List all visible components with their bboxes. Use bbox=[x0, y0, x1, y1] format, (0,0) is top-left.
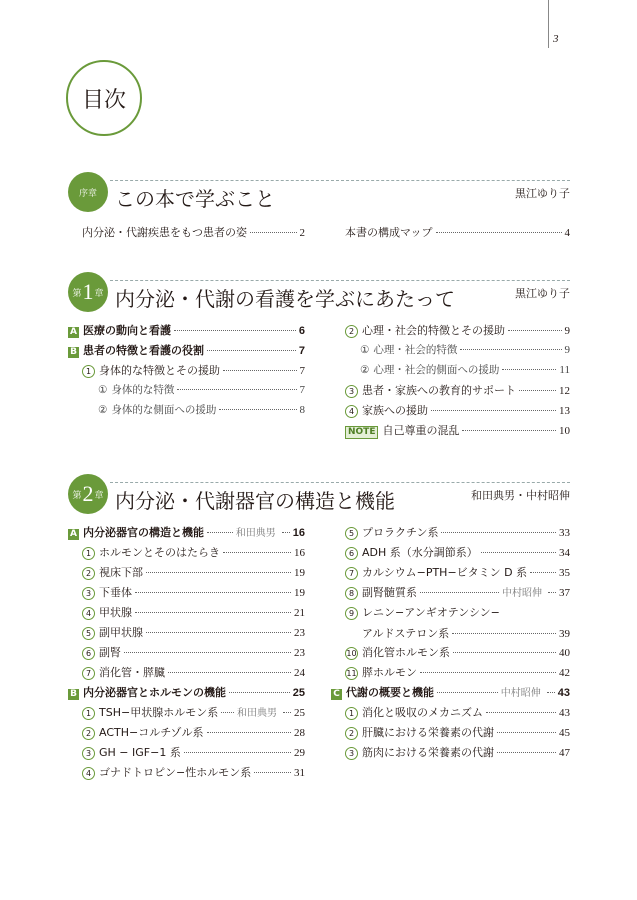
entry-title: 内分泌・代謝疾患をもつ患者の姿 bbox=[82, 226, 247, 239]
circled-number-icon: 8 bbox=[345, 587, 358, 600]
page-ref: 37 bbox=[559, 587, 570, 599]
circled-number-icon: 2 bbox=[345, 325, 358, 338]
dot-leader bbox=[207, 732, 291, 733]
entry-title: カルシウム−PTH−ビタミン D 系 bbox=[362, 566, 528, 579]
entry-author: 和田典男 bbox=[237, 708, 277, 719]
entry-title: 代謝の概要と機能 bbox=[346, 686, 434, 699]
circled-number-icon: 7 bbox=[82, 667, 95, 680]
entry-title: 身体的な特徴 bbox=[111, 384, 175, 396]
entry-title: レニン−アンギオテンシン− bbox=[362, 606, 500, 619]
dot-leader bbox=[437, 692, 498, 693]
toc-entry[interactable] bbox=[82, 744, 305, 764]
badge-prefix: 序章 bbox=[78, 188, 97, 199]
toc-entry[interactable] bbox=[345, 564, 570, 584]
circled-number-icon: 2 bbox=[345, 727, 358, 740]
dot-leader bbox=[219, 409, 296, 410]
toc-entry[interactable] bbox=[345, 382, 570, 402]
circled-number-icon: 6 bbox=[82, 647, 95, 660]
toc-entry[interactable] bbox=[345, 744, 570, 764]
toc-entry[interactable] bbox=[82, 764, 305, 784]
toc-column-right bbox=[333, 524, 570, 764]
chapter-heading bbox=[68, 172, 570, 212]
dot-leader bbox=[177, 389, 296, 390]
entry-title: 患者・家族への教育的サポート bbox=[362, 384, 516, 397]
chapter-badge bbox=[68, 272, 108, 312]
entry-author: 和田典男 bbox=[235, 528, 276, 539]
circled-number-icon: 3 bbox=[345, 747, 358, 760]
circled-number-icon: 5 bbox=[82, 627, 95, 640]
page-ref: 43 bbox=[559, 707, 570, 719]
badge-number: 1 bbox=[82, 279, 94, 304]
dashed-rule bbox=[110, 180, 570, 181]
chapter-title[interactable]: 内分泌・代謝器官の構造と機能 bbox=[115, 489, 395, 513]
entry-title: 身体的な特徴とその援助 bbox=[99, 364, 220, 377]
page-ref: 29 bbox=[294, 747, 305, 759]
page-ref: 31 bbox=[294, 767, 305, 779]
toc-entry[interactable] bbox=[82, 664, 305, 684]
entry-title: 内分泌器官の構造と機能 bbox=[83, 526, 204, 539]
dot-leader bbox=[548, 592, 556, 593]
entry-title: ゴナドトロピン−性ホルモン系 bbox=[99, 766, 252, 779]
entry-author: 中村昭伸 bbox=[502, 588, 542, 599]
dot-leader bbox=[530, 572, 556, 573]
chapter-author: 黒江ゆり子 bbox=[515, 287, 570, 300]
toc-entry[interactable] bbox=[82, 704, 305, 724]
circled-number-icon: 2 bbox=[82, 727, 95, 740]
dot-leader bbox=[497, 752, 556, 753]
entry-title: プロラクチン系 bbox=[362, 526, 439, 539]
entry-title: ホルモンとそのはたらき bbox=[99, 546, 220, 559]
toc-column-left bbox=[82, 224, 305, 244]
toc-entry[interactable] bbox=[82, 362, 305, 382]
dot-leader bbox=[254, 772, 291, 773]
dot-leader bbox=[283, 712, 291, 713]
toc-column-left bbox=[68, 322, 305, 422]
toc-entry[interactable] bbox=[82, 624, 305, 644]
entry-title: TSH−甲状腺ホルモン系 bbox=[99, 706, 219, 719]
dot-leader bbox=[547, 692, 555, 693]
entry-title: 下垂体 bbox=[99, 586, 132, 599]
dot-leader bbox=[184, 752, 291, 753]
page-ref: 43 bbox=[557, 687, 570, 699]
toc-entry[interactable] bbox=[360, 342, 570, 362]
dashed-rule bbox=[110, 280, 570, 281]
circled-number-icon: 3 bbox=[345, 385, 358, 398]
dot-leader bbox=[431, 410, 556, 411]
page-ref: 19 bbox=[294, 587, 305, 599]
toc-entry[interactable] bbox=[82, 724, 305, 744]
toc-entry[interactable] bbox=[82, 544, 305, 564]
page-ref: 12 bbox=[559, 385, 570, 397]
entry-title: 心理・社会的特徴 bbox=[373, 344, 458, 356]
section-letter-icon: A bbox=[68, 327, 79, 338]
entry-title: GH − IGF−1 系 bbox=[99, 746, 181, 759]
circled-number-icon: 5 bbox=[345, 527, 358, 540]
circled-number-icon: 7 bbox=[345, 567, 358, 580]
circled-number-icon: 9 bbox=[345, 607, 358, 620]
dot-leader bbox=[146, 632, 291, 633]
page-ref: 9 bbox=[564, 344, 570, 356]
dot-leader bbox=[486, 712, 556, 713]
entry-author: 中村昭伸 bbox=[500, 688, 541, 699]
badge-suffix: 章 bbox=[94, 490, 104, 501]
entry-title: 自己尊重の混乱 bbox=[382, 424, 460, 437]
toc-entry[interactable] bbox=[345, 584, 570, 604]
page-ref: 25 bbox=[294, 707, 305, 719]
page-ref: 19 bbox=[294, 567, 305, 579]
toc-entry[interactable] bbox=[82, 604, 305, 624]
dot-leader bbox=[250, 232, 297, 233]
circled-number-icon: 4 bbox=[82, 607, 95, 620]
sub-number: ② bbox=[98, 404, 108, 416]
page-ref: 47 bbox=[559, 747, 570, 759]
dot-leader bbox=[460, 349, 561, 350]
entry-title: ADH 系（水分調節系） bbox=[362, 546, 478, 559]
page-ref: 7 bbox=[299, 384, 305, 396]
dot-leader bbox=[221, 712, 234, 713]
dot-leader bbox=[420, 672, 556, 673]
circled-number-icon: 3 bbox=[82, 747, 95, 760]
toc-entry[interactable] bbox=[345, 224, 570, 244]
toc-entry[interactable] bbox=[345, 544, 570, 564]
badge-prefix: 第 bbox=[72, 490, 82, 501]
chapter-heading bbox=[68, 474, 570, 514]
page-ref: 10 bbox=[559, 425, 570, 437]
toc-entry[interactable] bbox=[360, 362, 570, 382]
dot-leader bbox=[441, 532, 556, 533]
toc-column-right bbox=[345, 322, 570, 442]
dot-leader bbox=[502, 369, 556, 370]
toc-entry[interactable] bbox=[68, 322, 305, 342]
entry-title: 家族への援助 bbox=[362, 404, 428, 417]
circled-number-icon: 3 bbox=[82, 587, 95, 600]
page-ref: 7 bbox=[299, 365, 305, 377]
dot-leader bbox=[462, 430, 556, 431]
toc-entry[interactable] bbox=[345, 704, 570, 724]
toc-entry[interactable] bbox=[345, 624, 570, 644]
section-letter-icon: B bbox=[68, 689, 79, 700]
sub-number: ① bbox=[360, 344, 370, 356]
page-ref: 42 bbox=[559, 667, 570, 679]
entry-title: 医療の動向と看護 bbox=[83, 324, 171, 337]
chapter-heading bbox=[68, 272, 570, 312]
entry-title: 内分泌器官とホルモンの機能 bbox=[83, 686, 226, 699]
margin-rule bbox=[548, 0, 549, 48]
entry-title: 甲状腺 bbox=[99, 606, 132, 619]
entry-title: 消化管・膵臓 bbox=[99, 666, 165, 679]
toc-entry[interactable] bbox=[345, 724, 570, 744]
page-ref: 25 bbox=[292, 687, 305, 699]
page-ref: 24 bbox=[294, 667, 305, 679]
toc-column-right bbox=[345, 224, 570, 244]
entry-title: 本書の構成マップ bbox=[345, 226, 433, 239]
toc-entry[interactable] bbox=[68, 342, 305, 362]
circled-number-icon: 1 bbox=[82, 547, 95, 560]
section-letter-icon: C bbox=[331, 689, 342, 700]
dot-leader bbox=[282, 532, 290, 533]
entry-title: アルドステロン系 bbox=[362, 627, 450, 640]
circled-number-icon: 2 bbox=[82, 567, 95, 580]
page-number: 3 bbox=[553, 33, 559, 45]
toc-entry[interactable] bbox=[345, 664, 570, 684]
dot-leader bbox=[229, 692, 290, 693]
chapter-title[interactable]: この本で学ぶこと bbox=[115, 187, 275, 211]
entry-title: 肝臓における栄養素の代謝 bbox=[362, 726, 494, 739]
dot-leader bbox=[223, 552, 291, 553]
circled-number-icon: 1 bbox=[82, 707, 95, 720]
toc-entry[interactable] bbox=[68, 684, 305, 704]
page-ref: 33 bbox=[559, 527, 570, 539]
dashed-rule bbox=[110, 482, 570, 483]
toc-title: 目次 bbox=[66, 60, 142, 136]
page-ref: 28 bbox=[294, 727, 305, 739]
page-ref: 23 bbox=[294, 627, 305, 639]
entry-title: 副腎髄質系 bbox=[362, 586, 417, 599]
chapter-author: 和田典男・中村昭伸 bbox=[471, 489, 570, 502]
circled-number-icon: 6 bbox=[345, 547, 358, 560]
dot-leader bbox=[174, 330, 296, 331]
dot-leader bbox=[420, 592, 499, 593]
dot-leader bbox=[223, 370, 297, 371]
badge-number: 2 bbox=[82, 481, 94, 506]
sub-number: ② bbox=[360, 364, 370, 376]
dot-leader bbox=[436, 232, 562, 233]
dot-leader bbox=[168, 672, 291, 673]
dot-leader bbox=[481, 552, 556, 553]
dot-leader bbox=[146, 572, 291, 573]
chapter-author: 黒江ゆり子 bbox=[515, 187, 570, 200]
dot-leader bbox=[207, 350, 296, 351]
circled-number-icon: 11 bbox=[346, 669, 357, 678]
entry-title: 消化と吸収のメカニズム bbox=[362, 706, 483, 719]
toc-entry[interactable] bbox=[82, 584, 305, 604]
circled-number-icon: 1 bbox=[345, 707, 358, 720]
dot-leader bbox=[124, 652, 291, 653]
toc-entry[interactable] bbox=[345, 422, 570, 442]
page-ref: 2 bbox=[299, 227, 305, 239]
badge-suffix: 章 bbox=[94, 288, 104, 299]
dot-leader bbox=[453, 652, 556, 653]
toc-entry[interactable] bbox=[345, 604, 570, 624]
toc-entry[interactable] bbox=[345, 644, 570, 664]
entry-title: ACTH−コルチゾル系 bbox=[99, 726, 204, 739]
page-ref: 7 bbox=[298, 345, 305, 357]
entry-title: 身体的な側面への援助 bbox=[111, 404, 217, 416]
section-letter-icon: B bbox=[68, 347, 79, 358]
entry-title: 消化管ホルモン系 bbox=[362, 646, 450, 659]
entry-title: 膵ホルモン bbox=[362, 666, 417, 679]
toc-entry[interactable] bbox=[345, 402, 570, 422]
chapter-title[interactable]: 内分泌・代謝の看護を学ぶにあたって bbox=[115, 287, 455, 311]
page-ref: 13 bbox=[559, 405, 570, 417]
toc-entry[interactable] bbox=[331, 684, 570, 704]
sub-number: ① bbox=[98, 384, 108, 396]
entry-title: 筋肉における栄養素の代謝 bbox=[362, 746, 494, 759]
entry-title: 心理・社会的側面への援助 bbox=[373, 364, 500, 376]
circled-number-icon: 4 bbox=[345, 405, 358, 418]
entry-title: 視床下部 bbox=[99, 566, 143, 579]
chapter-badge bbox=[68, 474, 108, 514]
page-ref: 4 bbox=[564, 227, 570, 239]
note-label: NOTE bbox=[345, 426, 378, 439]
circled-number-icon: 4 bbox=[82, 767, 95, 780]
entry-title: 副腎 bbox=[99, 646, 121, 659]
badge-prefix: 第 bbox=[72, 288, 82, 299]
page-ref: 35 bbox=[559, 567, 570, 579]
page-ref: 40 bbox=[559, 647, 570, 659]
page-ref: 11 bbox=[559, 364, 570, 376]
circled-number-icon: 10 bbox=[346, 649, 357, 658]
dot-leader bbox=[452, 633, 556, 634]
circled-number-icon: 1 bbox=[82, 365, 95, 378]
page-ref: 45 bbox=[559, 727, 570, 739]
toc-entry[interactable] bbox=[68, 524, 305, 544]
dot-leader bbox=[207, 532, 233, 533]
page-ref: 34 bbox=[559, 547, 570, 559]
toc-entry[interactable] bbox=[98, 382, 305, 402]
dot-leader bbox=[497, 732, 556, 733]
toc-entry[interactable] bbox=[345, 524, 570, 544]
page-ref: 9 bbox=[564, 325, 570, 337]
toc-entry[interactable] bbox=[82, 564, 305, 584]
entry-title: 患者の特徴と看護の役割 bbox=[83, 344, 204, 357]
page-ref: 16 bbox=[292, 527, 305, 539]
toc-column-left bbox=[68, 524, 305, 784]
page-ref: 21 bbox=[294, 607, 305, 619]
toc-entry[interactable] bbox=[345, 322, 570, 342]
chapter-badge bbox=[68, 172, 108, 212]
dot-leader bbox=[135, 612, 291, 613]
toc-entry[interactable] bbox=[82, 224, 305, 244]
page-ref: 39 bbox=[559, 628, 570, 640]
dot-leader bbox=[508, 330, 562, 331]
dot-leader bbox=[519, 390, 556, 391]
dot-leader bbox=[135, 592, 291, 593]
page-ref: 6 bbox=[298, 325, 305, 337]
page-ref: 23 bbox=[294, 647, 305, 659]
toc-entry[interactable] bbox=[98, 402, 305, 422]
entry-title: 副甲状腺 bbox=[99, 626, 143, 639]
section-letter-icon: A bbox=[68, 529, 79, 540]
page-ref: 8 bbox=[299, 404, 305, 416]
page-ref: 16 bbox=[294, 547, 305, 559]
toc-entry[interactable] bbox=[82, 644, 305, 664]
entry-title: 心理・社会的特徴とその援助 bbox=[362, 324, 505, 337]
